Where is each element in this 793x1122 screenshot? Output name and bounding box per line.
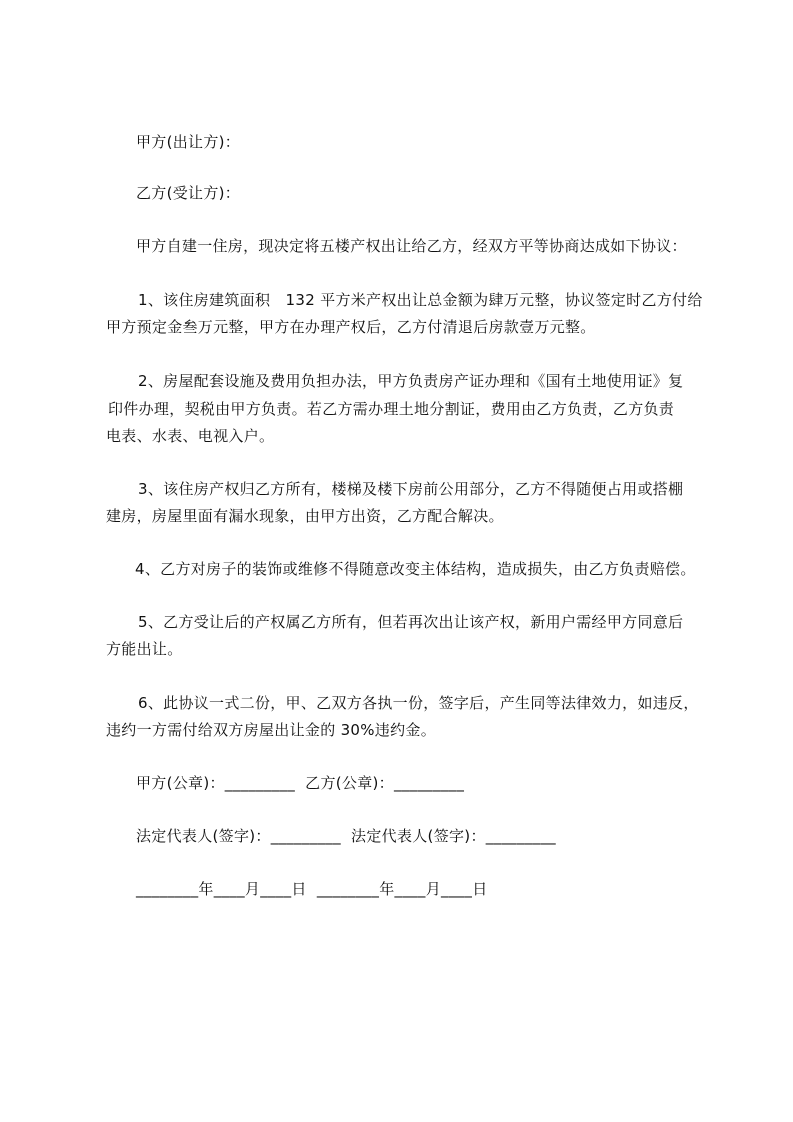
clause-1-line-1: 1、该住房建筑面积 132 平方米产权出让总金额为肆万元整，协议签定时乙方付给 xyxy=(138,291,703,309)
clause-2-line-3: 电表、水表、电视入户。 xyxy=(106,427,275,445)
clause-5-line-1: 5、乙方受让后的产权属乙方所有，但若再次出让该产权，新用户需经甲方同意后 xyxy=(138,613,684,631)
seal-signature-line: 甲方(公章)：_________ 乙方(公章)：_________ xyxy=(136,774,465,792)
clause-2-line-1: 2、房屋配套设施及费用负担办法，甲方负责房产证办理和《国有土地使用证》复 xyxy=(138,372,684,390)
clause-5-line-2: 方能出让。 xyxy=(106,640,183,658)
clause-2-line-2: 印件办理，契税由甲方负责。若乙方需办理土地分割证，费用由乙方负责，乙方负责 xyxy=(108,400,675,418)
clause-1-line-2: 甲方预定金叁万元整，甲方在办理产权后，乙方付清退后房款壹万元整。 xyxy=(106,318,596,336)
clause-3-line-2: 建房，房屋里面有漏水现象，由甲方出资，乙方配合解决。 xyxy=(106,507,504,525)
representative-signature-line: 法定代表人(签字)：_________ 法定代表人(签字)：_________ xyxy=(136,827,556,845)
date-line: ________年____月____日 ________年____月____日 xyxy=(136,880,488,898)
clause-4-line-1: 4、乙方对房子的装饰或维修不得随意改变主体结构，造成损失，由乙方负责赔偿。 xyxy=(135,560,696,578)
clause-3-line-1: 3、该住房产权归乙方所有，楼梯及楼下房前公用部分，乙方不得随便占用或搭棚 xyxy=(138,480,684,498)
party-a-line: 甲方(出让方)： xyxy=(136,133,241,151)
clause-6-line-2: 违约一方需付给双方房屋出让金的 30%违约金。 xyxy=(106,721,437,739)
intro-paragraph: 甲方自建一住房，现决定将五楼产权出让给乙方，经双方平等协商达成如下协议： xyxy=(136,237,687,255)
clause-6-line-1: 6、此协议一式二份，甲、乙双方各执一份，签字后，产生同等法律效力，如违反， xyxy=(138,694,699,712)
party-b-line: 乙方(受让方)： xyxy=(136,184,241,202)
